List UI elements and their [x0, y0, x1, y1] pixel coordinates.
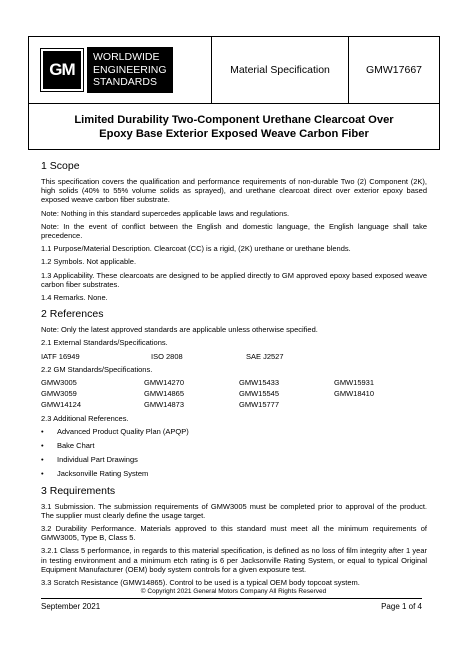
document-body	[41, 160, 427, 593]
title-line-1: Limited Durability Two-Component Urethane Clearcoat Over	[74, 113, 394, 126]
standard-ref	[334, 400, 427, 409]
standard-ref: GMW14873	[144, 400, 185, 410]
paragraph: 3.2.1 Class 5 performance, in regards to this material specification, is defined as no loss of film integrity after 1 year in testing environment and a minimum etch rating is 6 per Jacksonville Rating System, or equal to typical Original Equipment Manufacturer (OEM) body system controls for a given exposure test.	[41, 546, 427, 574]
title-line-2: Epoxy Base Exterior Exposed Weave Carbon Fiber	[99, 127, 369, 140]
standard-ref: GMW14865	[144, 389, 185, 399]
copyright-notice: © Copyright 2021 General Motors Company All Rights Reserved	[140, 588, 327, 595]
header-logo-cell	[29, 37, 212, 103]
standard-ref: GMW3005	[41, 378, 77, 388]
standard-ref: GMW14124	[41, 400, 82, 410]
worldwide-engineering-standards-label	[87, 47, 173, 93]
standard-ref: GMW14270	[144, 378, 185, 388]
standard-ref: ISO 2808	[151, 351, 183, 361]
paragraph: 1.1 Purpose/Material Description. Clearcoat (CC) is a rigid, (2K) urethane or urethane blends.	[41, 244, 351, 254]
external-standards-list	[41, 352, 427, 361]
footer-date: September 2021	[41, 602, 101, 611]
document-title	[28, 104, 440, 150]
section-requirements	[41, 485, 427, 588]
standard-ref: GMW18410	[334, 389, 375, 399]
gm-logo: GM	[41, 49, 83, 91]
standard-ref: GMW15433	[239, 378, 280, 388]
paragraph: 2.3 Additional References.	[41, 413, 129, 423]
paragraph: Note: In the event of conflict between the English and domestic language, the English language shall take precedence.	[41, 221, 427, 241]
document-header	[28, 36, 440, 104]
org-line-3: STANDARDS	[93, 76, 157, 89]
paragraph: Note: Only the latest approved standards are applicable unless otherwise specified.	[41, 325, 318, 335]
paragraph: 2.2 GM Standards/Specifications.	[41, 364, 153, 374]
standard-ref: SAE J2527	[246, 351, 284, 361]
paragraph: 1.4 Remarks. None.	[41, 293, 108, 303]
section-heading: 1 Scope	[41, 160, 80, 172]
standard-ref: GMW15545	[239, 389, 280, 399]
section-scope	[41, 160, 427, 302]
standard-ref: IATF 16949	[41, 351, 80, 361]
section-heading: 3 Requirements	[41, 484, 116, 497]
paragraph: 1.3 Applicability. These clearcoats are designed to be applied directly to GM approved epoxy based exposed weave carbon fiber substrates.	[41, 270, 427, 289]
list-item: • Bake Chart	[41, 441, 427, 450]
list-item: • Advanced Product Quality Plan (APQP)	[41, 427, 427, 436]
standard-ref: GMW15931	[334, 378, 375, 388]
org-line-2: ENGINEERING	[93, 63, 167, 76]
org-line-1: WORLDWIDE	[93, 51, 160, 64]
page-footer	[41, 598, 422, 611]
paragraph: This specification covers the qualification and performance requirements of non-durable Two (2) Component (2K), high solids (40% to 55% volume solids as sprayed), and urethane clearcoat direct over exterior epoxy based exposed weave carbon fiber substrate.	[41, 177, 427, 205]
paragraph: 2.1 External Standards/Specifications.	[41, 338, 168, 348]
doc-number: GMW17667	[365, 64, 423, 76]
gm-standards-list	[41, 378, 427, 410]
section-references	[41, 308, 427, 478]
paragraph: 1.2 Symbols. Not applicable.	[41, 257, 137, 267]
list-item: • Jacksonville Rating System	[41, 469, 427, 478]
paragraph: 3.3 Scratch Resistance (GMW14865). Control to be used is a typical OEM body topcoat system.	[41, 578, 360, 588]
section-heading: 2 References	[41, 308, 104, 321]
doc-type: Material Specification	[212, 37, 349, 103]
paragraph: 3.2 Durability Performance. Materials approved to this standard must meet all the minimum requirements of GMW3005, Type B, Class 5.	[41, 524, 427, 543]
page-number: Page 1 of 4	[381, 602, 422, 611]
paragraph: Note: Nothing in this standard supercedes applicable laws and regulations.	[41, 208, 290, 218]
standard-ref: GMW3059	[41, 389, 77, 399]
standard-ref: GMW15777	[239, 400, 280, 410]
list-item: • Individual Part Drawings	[41, 455, 427, 464]
additional-references-list	[41, 427, 427, 479]
paragraph: 3.1 Submission. The submission requirements of GMW3005 must be completed prior to approval of the product. The supplier must clearly define the usage target.	[41, 501, 427, 520]
